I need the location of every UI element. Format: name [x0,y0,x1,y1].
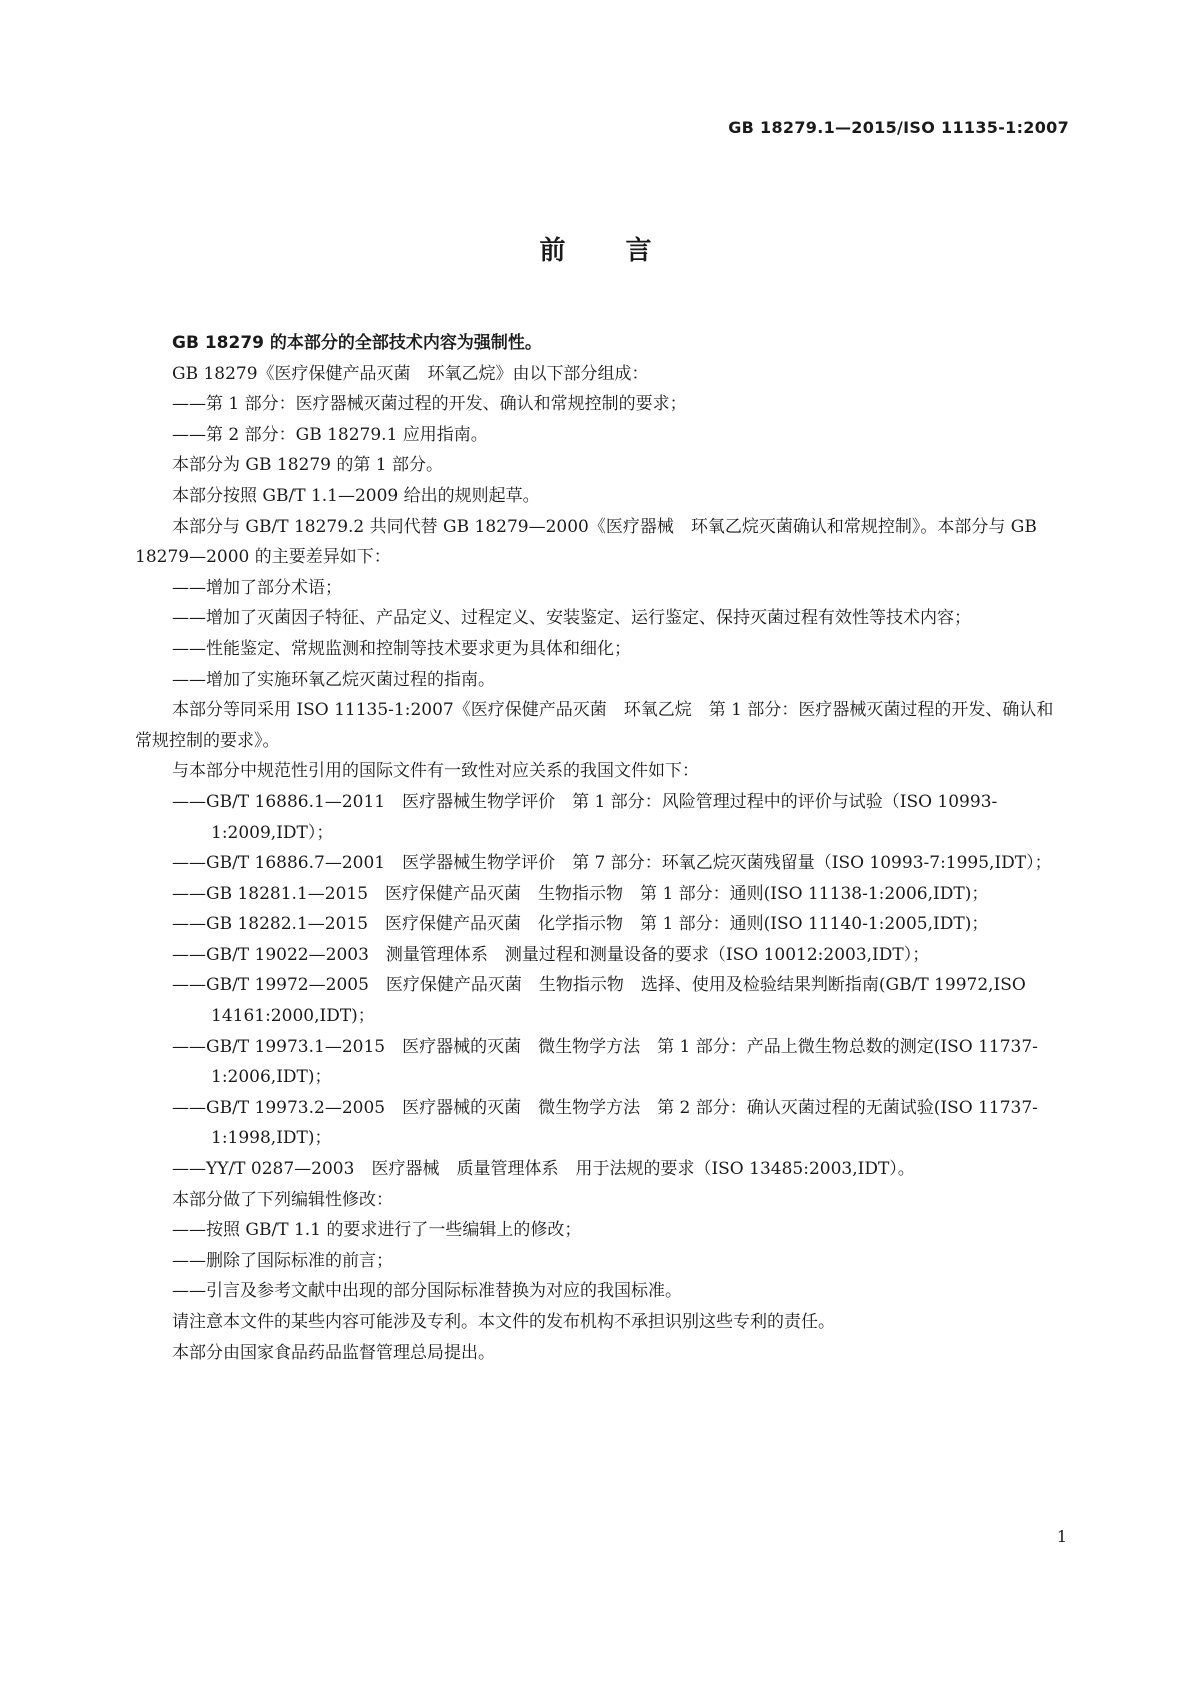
paragraph: 本部分按照 GB/T 1.1—2009 给出的规则起草。 [172,485,540,506]
paragraph: 本部分等同采用 ISO 11135-1:2007《医疗保健产品灭菌 环氧乙烷 第 1 部分：医疗器械灭菌过程的开发、确认和常规控制的要求》。 [135,700,1054,751]
title-char-1: 前 [539,236,566,266]
list-item: ——增加了灭菌因子特征、产品定义、过程定义、安装鉴定、运行鉴定、保持灭菌过程有效性等技术内容； [172,608,971,629]
reference-item: ——GB/T 19972—2005 医疗保健产品灭菌 生物指示物 选择、使用及检验结果判断指南(GB/T 19972,ISO 14161:2000,IDT)； [172,975,1026,1027]
reference-item: ——GB/T 19022—2003 测量管理体系 测量过程和测量设备的要求（ISO 10012:2003,IDT）； [172,944,930,965]
reference-item: ——GB/T 19973.1—2015 医疗器械的灭菌 微生物学方法 第 1 部分：产品上微生物总数的测定(ISO 11737-1:2006,IDT)； [172,1036,1038,1088]
reference-item: ——GB/T 16886.7—2001 医学器械生物学评价 第 7 部分：环氧乙烷灭菌残留量（ISO 10993-7:1995,IDT）； [172,853,1052,874]
reference-item: ——YY/T 0287—2003 医疗器械 质量管理体系 用于法规的要求（ISO 13485:2003,IDT）。 [172,1159,915,1180]
list-item: ——第 1 部分：医疗器械灭菌过程的开发、确认和常规控制的要求； [172,394,687,415]
page-number: 1 [1056,1527,1067,1546]
list-item: ——增加了实施环氧乙烷灭菌过程的指南。 [172,669,495,690]
paragraph: 本部分做了下列编辑性修改： [172,1189,393,1210]
title-char-2: 言 [625,236,652,266]
paragraph: 本部分与 GB/T 18279.2 共同代替 GB 18279—2000《医疗器械 环氧乙烷灭菌确认和常规控制》。本部分与 GB 18279—2000 的主要差异如下： [135,516,1037,568]
list-item: ——引言及参考文献中出现的部分国际标准替换为对应的我国标准。 [172,1281,682,1302]
reference-item: ——GB/T 16886.1—2011 医疗器械生物学评价 第 1 部分：风险管理过程中的评价与试验（ISO 10993-1:2009,IDT）； [172,791,998,843]
reference-item: ——GB 18282.1—2015 医疗保健产品灭菌 化学指示物 第 1 部分：通则(ISO 11140-1:2005,IDT)； [172,914,989,935]
paragraph: 与本部分中规范性引用的国际文件有一致性对应关系的我国文件如下： [172,761,699,782]
list-item: ——增加了部分术语； [172,577,342,598]
reference-item: ——GB/T 19973.2—2005 医疗器械的灭菌 微生物学方法 第 2 部分：确认灭菌过程的无菌试验(ISO 11737-1:1998,IDT)； [172,1097,1038,1149]
list-item: ——删除了国际标准的前言； [172,1250,393,1271]
paragraph: 本部分为 GB 18279 的第 1 部分。 [172,455,443,476]
paragraph: GB 18279《医疗保健产品灭菌 环氧乙烷》由以下部分组成： [172,363,649,384]
reference-item: ——GB 18281.1—2015 医疗保健产品灭菌 生物指示物 第 1 部分：通则(ISO 11138-1:2006,IDT)； [172,883,989,904]
list-item: ——第 2 部分：GB 18279.1 应用指南。 [172,424,488,445]
paragraph: 本部分由国家食品药品监督管理总局提出。 [172,1342,495,1363]
patent-notice: 请注意本文件的某些内容可能涉及专利。本文件的发布机构不承担识别这些专利的责任。 [172,1312,835,1332]
mandatory-statement: GB 18279 的本部分的全部技术内容为强制性。 [172,333,542,353]
standard-code: GB 18279.1—2015/ISO 11135-1:2007 [728,118,1069,137]
list-item: ——性能鉴定、常规监测和控制等技术要求更为具体和细化； [172,638,631,659]
foreword-body [135,328,1064,1368]
page-title [0,230,1191,267]
list-item: ——按照 GB/T 1.1 的要求进行了一些编辑上的修改； [172,1220,582,1241]
